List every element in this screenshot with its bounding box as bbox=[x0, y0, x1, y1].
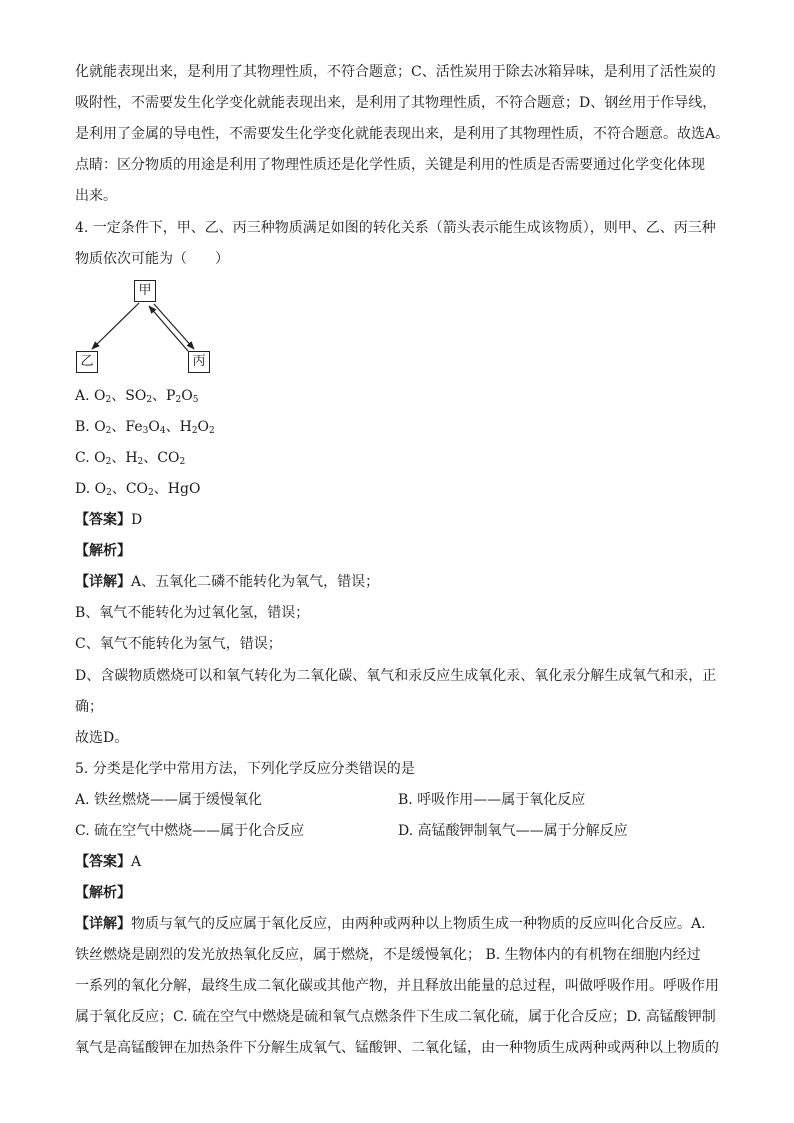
arrow-jia-to-bing bbox=[154, 304, 194, 349]
option-d: D. $O_2$、$CO_2$、HgO bbox=[75, 481, 201, 498]
diagram-arrows bbox=[0, 0, 260, 400]
answer-label: 【答案】 bbox=[75, 512, 131, 528]
text-line: 一系列的氧化分解，最终生成二氧化碳或其他产物，并且释放出能量的总过程，叫做呼吸作用。呼吸作用 bbox=[75, 978, 719, 994]
text-line: 出来。 bbox=[75, 188, 117, 204]
node-bing: 丙 bbox=[188, 351, 210, 373]
text-line: 化就能表现出来，是利用了其物理性质，不符合题意；C、活性炭用于除去冰箱异味，是利用了活性炭的 bbox=[75, 64, 716, 80]
option-b: B. 呼吸作用——属于氧化反应 bbox=[398, 792, 586, 808]
option-d: D. 高锰酸钾制氧气——属于分解反应 bbox=[398, 823, 628, 839]
text-line: 吸附性，不需要发生化学变化就能表现出来，是利用了其物理性质，不符合题意；D、钢丝用于作导线， bbox=[75, 95, 717, 111]
text-line: 确； bbox=[75, 699, 103, 715]
answer-value: A bbox=[131, 854, 142, 870]
text-line: 氧气是高锰酸钾在加热条件下分解生成氧气、锰酸钾、二氧化锰，由一种物质生成两种或两种以上物质的 bbox=[75, 1040, 719, 1056]
option-a: A. 铁丝燃烧——属于缓慢氧化 bbox=[75, 792, 263, 808]
detail-line: 【详解】A、五氧化二磷不能转化为氧气，错误； bbox=[75, 574, 380, 590]
node-yi: 乙 bbox=[76, 351, 98, 373]
text-line: C、氧气不能转化为氢气，错误； bbox=[75, 636, 282, 652]
detail-label: 【详解】 bbox=[75, 574, 131, 590]
text-line: 故选D。 bbox=[75, 730, 129, 746]
option-c: C. 硫在空气中燃烧——属于化合反应 bbox=[75, 823, 305, 839]
arrow-bing-to-jia bbox=[149, 306, 188, 351]
analysis-label: 【解析】 bbox=[75, 543, 131, 559]
option-c: C. $O_2$、$H_2$、$CO_2$ bbox=[75, 450, 186, 467]
detail-label: 【详解】 bbox=[75, 916, 131, 932]
text-line: D、含碳物质燃烧可以和氧气转化为二氧化碳、氧气和汞反应生成氧化汞、氧化汞分解生成氧气和汞，正 bbox=[75, 668, 717, 684]
node-jia: 甲 bbox=[134, 280, 156, 302]
answer-line bbox=[75, 510, 142, 530]
answer-label: 【答案】 bbox=[75, 854, 131, 870]
question-4-stem: 4. 一定条件下，甲、乙、丙三种物质满足如图的转化关系（箭头表示能生成该物质），则甲、乙、丙三种 bbox=[75, 220, 716, 236]
analysis-label: 【解析】 bbox=[75, 885, 131, 901]
text-line: 铁丝燃烧是剧烈的发光放热氧化反应，属于燃烧，不是缓慢氧化； B. 生物体内的有机物在细胞内经过 bbox=[75, 947, 701, 963]
question-5-stem: 5. 分类是化学中常用方法，下列化学反应分类错误的是 bbox=[75, 761, 415, 777]
detail-line: 【详解】物质与氧气的反应属于氧化反应，由两种或两种以上物质生成一种物质的反应叫化合反应。A. bbox=[75, 916, 706, 932]
option-a: A. $O_2$、$SO_2$、$P_2O_5$ bbox=[75, 388, 199, 405]
text-line: 属于氧化反应；C. 硫在空气中燃烧是硫和氧气点燃条件下生成二氧化硫，属于化合反应；D. 高锰酸钾制 bbox=[75, 1009, 716, 1025]
text-line: 点睛：区分物质的用途是利用了物理性质还是化学性质，关键是利用的性质是否需要通过化学变化体现 bbox=[75, 157, 705, 173]
arrow-jia-to-yi bbox=[92, 303, 139, 349]
question-4-stem: 物质依次可能为（ ） bbox=[75, 251, 229, 267]
text-line: 是利用了金属的导电性，不需要发生化学变化就能表现出来，是利用了其物理性质，不符合题意。故选A。 bbox=[75, 126, 730, 142]
answer-value: D bbox=[131, 512, 143, 528]
answer-line bbox=[75, 852, 141, 872]
option-b: B. $O_2$、$Fe_3O_4$、$H_2O_2$ bbox=[75, 419, 215, 436]
text-line: B、氧气不能转化为过氧化氢，错误； bbox=[75, 605, 310, 621]
